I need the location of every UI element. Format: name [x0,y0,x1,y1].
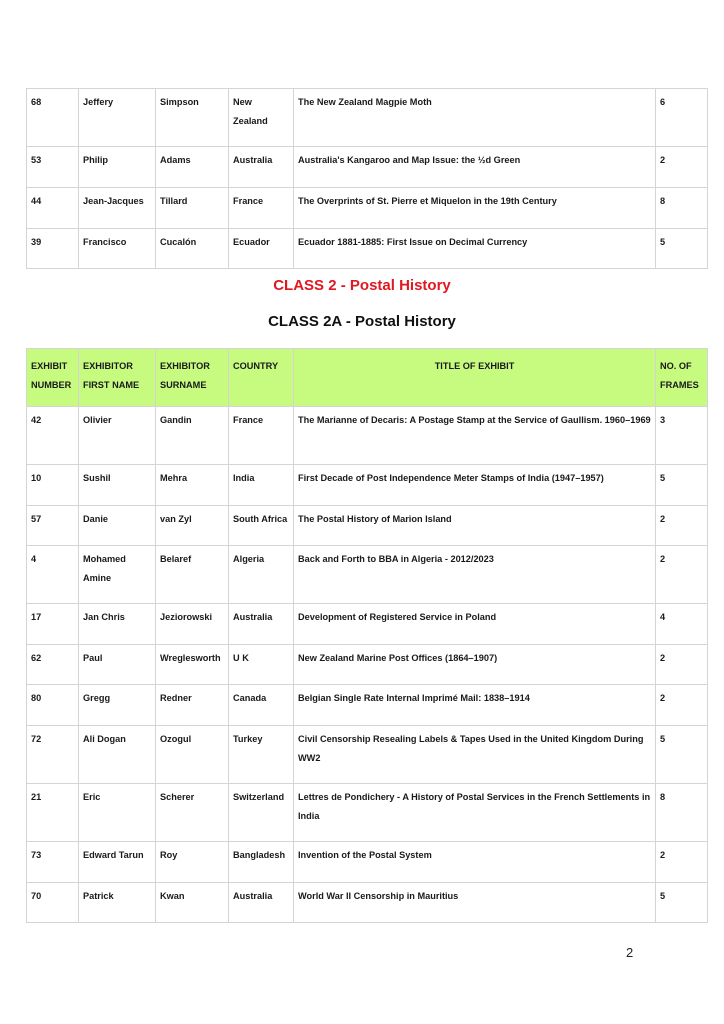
frame-count: 4 [656,604,708,645]
exhibit-title: Lettres de Pondichery - A History of Postal Services in the French Settlements in India [294,784,656,842]
exhibit-title: First Decade of Post Independence Meter Stamps of India (1947–1957) [294,465,656,506]
exhibit-title: World War II Censorship in Mauritius [294,883,656,923]
country: U K [229,645,294,685]
exhibitor-first-name: Jeffery [79,89,156,147]
exhibit-title: New Zealand Marine Post Offices (1864–1907) [294,645,656,685]
continued-exhibits-table [26,88,708,269]
exhibit-title: The Postal History of Marion Island [294,506,656,546]
country: France [229,407,294,465]
exhibitor-first-name: Danie [79,506,156,546]
exhibit-number: 72 [27,726,79,784]
frame-count: 8 [656,188,708,229]
subclass-title: CLASS 2A - Postal History [268,313,456,330]
exhibit-number: 17 [27,604,79,645]
table-row [27,506,708,546]
exhibitor-surname: Tillard [156,188,229,229]
exhibitor-surname: van Zyl [156,506,229,546]
exhibitor-first-name: Patrick [79,883,156,923]
exhibit-number: 44 [27,188,79,229]
exhibitor-first-name: Mohamed Amine [79,546,156,604]
header-exhibit-number: EXHIBIT NUMBER [27,349,79,407]
table-row [27,842,708,883]
country: Ecuador [229,229,294,269]
class-title: CLASS 2 - Postal History [273,277,451,294]
exhibitor-first-name: Ali Dogan [79,726,156,784]
exhibitor-surname: Ozogul [156,726,229,784]
table-row [27,229,708,269]
table-row [27,784,708,842]
exhibit-number: 73 [27,842,79,883]
table-row [27,685,708,726]
header-first-name: EXHIBITOR FIRST NAME [79,349,156,407]
exhibitor-surname: Simpson [156,89,229,147]
frame-count: 2 [656,645,708,685]
frame-count: 2 [656,147,708,188]
exhibitor-surname: Wreglesworth [156,645,229,685]
exhibit-number: 68 [27,89,79,147]
exhibitor-surname: Cucalón [156,229,229,269]
table-row [27,645,708,685]
exhibitor-first-name: Gregg [79,685,156,726]
table-row [27,89,708,147]
class-2a-exhibits-table [26,348,708,923]
header-surname: EXHIBITOR SURNAME [156,349,229,407]
country: France [229,188,294,229]
exhibitor-surname: Redner [156,685,229,726]
exhibit-number: 62 [27,645,79,685]
exhibit-title: Invention of the Postal System [294,842,656,883]
exhibit-number: 57 [27,506,79,546]
frame-count: 6 [656,89,708,147]
country: South Africa [229,506,294,546]
exhibitor-first-name: Sushil [79,465,156,506]
frame-count: 2 [656,842,708,883]
page-number: 2 [626,945,634,960]
exhibit-title: Development of Registered Service in Poland [294,604,656,645]
exhibitor-surname: Gandin [156,407,229,465]
frame-count: 8 [656,784,708,842]
exhibit-number: 21 [27,784,79,842]
frame-count: 5 [656,229,708,269]
table-row [27,883,708,923]
frame-count: 5 [656,465,708,506]
exhibit-number: 39 [27,229,79,269]
exhibitor-first-name: Eric [79,784,156,842]
header-frames: NO. OF FRAMES [656,349,708,407]
exhibit-title: The New Zealand Magpie Moth [294,89,656,147]
exhibitor-surname: Kwan [156,883,229,923]
exhibit-title: Ecuador 1881-1885: First Issue on Decimal Currency [294,229,656,269]
exhibitor-first-name: Edward Tarun [79,842,156,883]
exhibitor-first-name: Paul [79,645,156,685]
exhibitor-surname: Adams [156,147,229,188]
exhibit-number: 4 [27,546,79,604]
exhibit-number: 53 [27,147,79,188]
header-title: TITLE OF EXHIBIT [294,349,656,407]
exhibitor-surname: Roy [156,842,229,883]
country: Australia [229,147,294,188]
exhibit-number: 70 [27,883,79,923]
exhibitor-surname: Belaref [156,546,229,604]
exhibitor-first-name: Philip [79,147,156,188]
table-row [27,546,708,604]
country: India [229,465,294,506]
country: Australia [229,883,294,923]
exhibitor-surname: Mehra [156,465,229,506]
frame-count: 5 [656,726,708,784]
exhibitor-surname: Scherer [156,784,229,842]
exhibit-title: The Overprints of St. Pierre et Miquelon in the 19th Century [294,188,656,229]
country: Switzerland [229,784,294,842]
exhibitor-first-name: Jean-Jacques [79,188,156,229]
exhibit-number: 42 [27,407,79,465]
exhibit-title: Belgian Single Rate Internal Imprimé Mail: 1838–1914 [294,685,656,726]
frame-count: 2 [656,546,708,604]
country: Canada [229,685,294,726]
frame-count: 2 [656,685,708,726]
table-row [27,407,708,465]
exhibit-title: Back and Forth to BBA in Algeria - 2012/2023 [294,546,656,604]
table-row [27,604,708,645]
table-row [27,188,708,229]
exhibitor-first-name: Francisco [79,229,156,269]
exhibit-title: Civil Censorship Resealing Labels & Tapes Used in the United Kingdom During WW2 [294,726,656,784]
table-header-row [27,349,708,407]
country: Algeria [229,546,294,604]
exhibit-number: 80 [27,685,79,726]
frame-count: 2 [656,506,708,546]
table-row [27,465,708,506]
frame-count: 3 [656,407,708,465]
exhibit-number: 10 [27,465,79,506]
exhibitor-first-name: Jan Chris [79,604,156,645]
table-row [27,726,708,784]
exhibit-title: Australia's Kangaroo and Map Issue: the ½d Green [294,147,656,188]
exhibitor-surname: Jeziorowski [156,604,229,645]
header-country: COUNTRY [229,349,294,407]
country: Bangladesh [229,842,294,883]
exhibitor-first-name: Olivier [79,407,156,465]
exhibit-title: The Marianne of Decaris: A Postage Stamp at the Service of Gaullism. 1960–1969 [294,407,656,465]
country: Turkey [229,726,294,784]
table-row [27,147,708,188]
frame-count: 5 [656,883,708,923]
country: Australia [229,604,294,645]
country: New Zealand [229,89,294,147]
